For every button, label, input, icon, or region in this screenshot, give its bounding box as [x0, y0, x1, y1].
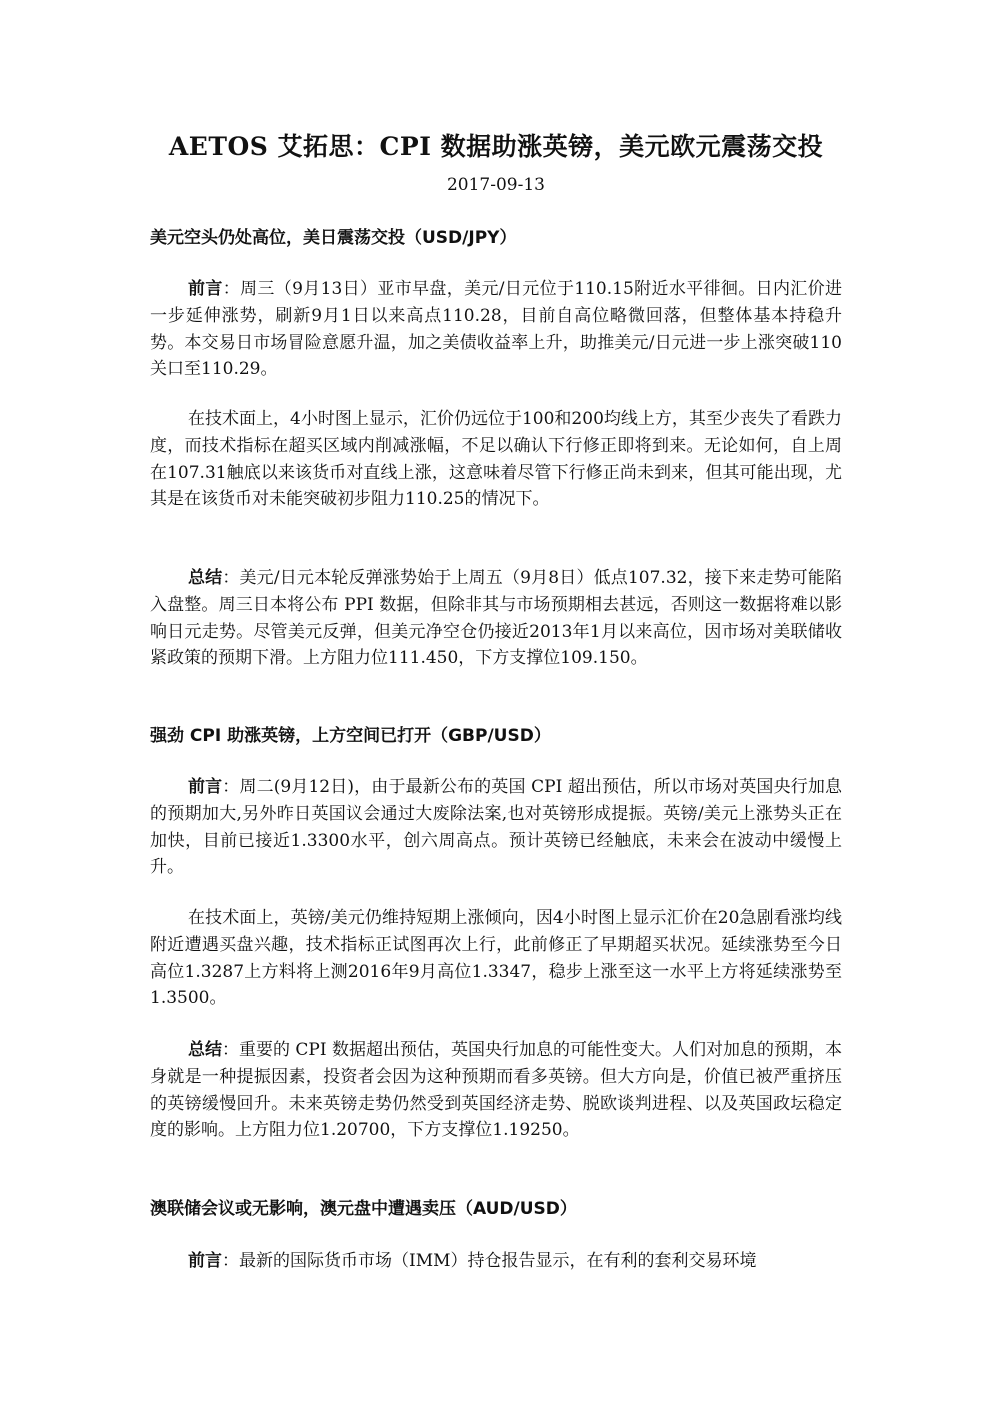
- paragraph-gbp-usd-intro: [150, 774, 842, 881]
- section-heading-usd-jpy: 美元空头仍处高位，美日震荡交投（USD/JPY）: [150, 228, 517, 248]
- intro-text: ：周二(9月12日)，由于最新公布的英国 CPI 超出预估，所以市场对英国央行加息的预期加大,另外昨日英国议会通过大废除法案,也对英镑形成提振。英镑/美元上涨势头正在加快，目前已接近1.3300水平，创六周高点。预计英镑已经触底，未来会在波动中缓慢上升。: [150, 777, 843, 878]
- summary-label: 总结: [188, 568, 223, 588]
- document-title: AETOS 艾拓思：CPI 数据助涨英镑，美元欧元震荡交投: [168, 132, 824, 161]
- summary-label: 总结: [188, 1040, 223, 1060]
- summary-text: ：美元/日元本轮反弹涨势始于上周五（9月8日）低点107.32，接下来走势可能陷入盘整。周三日本将公布 PPI 数据，但除非其与市场预期相去甚远，否则这一数据将难以影响日元走势。尽管美元反弹，但美元净空仓仍接近2013年1月以来高位，因市场对美联储收紧政策的预期下滑。上方阻力位111.450，下方支撑位109.150。: [150, 568, 842, 669]
- section-heading-gbp-usd: 强劲 CPI 助涨英镑，上方空间已打开（GBP/USD）: [150, 726, 551, 746]
- paragraph-usd-jpy-technical: 在技术面上，4小时图上显示，汇价仍远位于100和200均线上方，其至少丧失了看跌力度，而技术指标在超买区域内削减涨幅，不足以确认下行修正即将到来。无论如何，自上周在107.31触底以来该货币对直线上涨，这意味着尽管下行修正尚未到来，但其可能出现，尤其是在该货币对未能突破初步阻力110.25的情况下。: [150, 409, 842, 510]
- paragraph-gbp-usd-technical: 在技术面上，英镑/美元仍维持短期上涨倾向，因4小时图上显示汇价在20急剧看涨均线附近遭遇买盘兴趣，技术指标正试图再次上行，此前修正了早期超买状况。延续涨势至今日高位1.3287上方料将上测2016年9月高位1.3347，稳步上涨至这一水平上方将延续涨势至1.3500。: [150, 908, 842, 1009]
- paragraph-gbp-usd-summary: [150, 1037, 842, 1144]
- section-heading-aud-usd: 澳联储会议或无影响，澳元盘中遭遇卖压（AUD/USD）: [150, 1199, 577, 1219]
- intro-text: ：周三（9月13日）亚市早盘，美元/日元位于110.15附近水平徘徊。日内汇价进一步延伸涨势，刷新9月1日以来高点110.28，目前自高位略微回落，但整体基本持稳升势。本交易日市场冒险意愿升温，加之美债收益率上升，助推美元/日元进一步上涨突破110关口至110.29。: [150, 279, 842, 380]
- intro-label: 前言: [188, 279, 223, 299]
- intro-text: ：最新的国际货币市场（IMM）持仓报告显示，在有利的套利交易环境: [222, 1251, 757, 1271]
- paragraph-usd-jpy-intro: [150, 276, 842, 383]
- document-date: 2017-09-13: [446, 175, 545, 195]
- paragraph-usd-jpy-summary: [150, 565, 842, 672]
- intro-label: 前言: [188, 777, 223, 797]
- summary-text: ：重要的 CPI 数据超出预估，英国央行加息的可能性变大。人们对加息的预期，本身就是一种提振因素，投资者会因为这种预期而看多英镑。但大方向是，价值已被严重挤压的英镑缓慢回升。未来英镑走势仍然受到英国经济走势、脱欧谈判进程、以及英国政坛稳定度的影响。上方阻力位1.20700，下方支撑位1.19250。: [150, 1040, 843, 1141]
- intro-label: 前言: [188, 1251, 222, 1271]
- paragraph-aud-usd-intro: [150, 1248, 842, 1275]
